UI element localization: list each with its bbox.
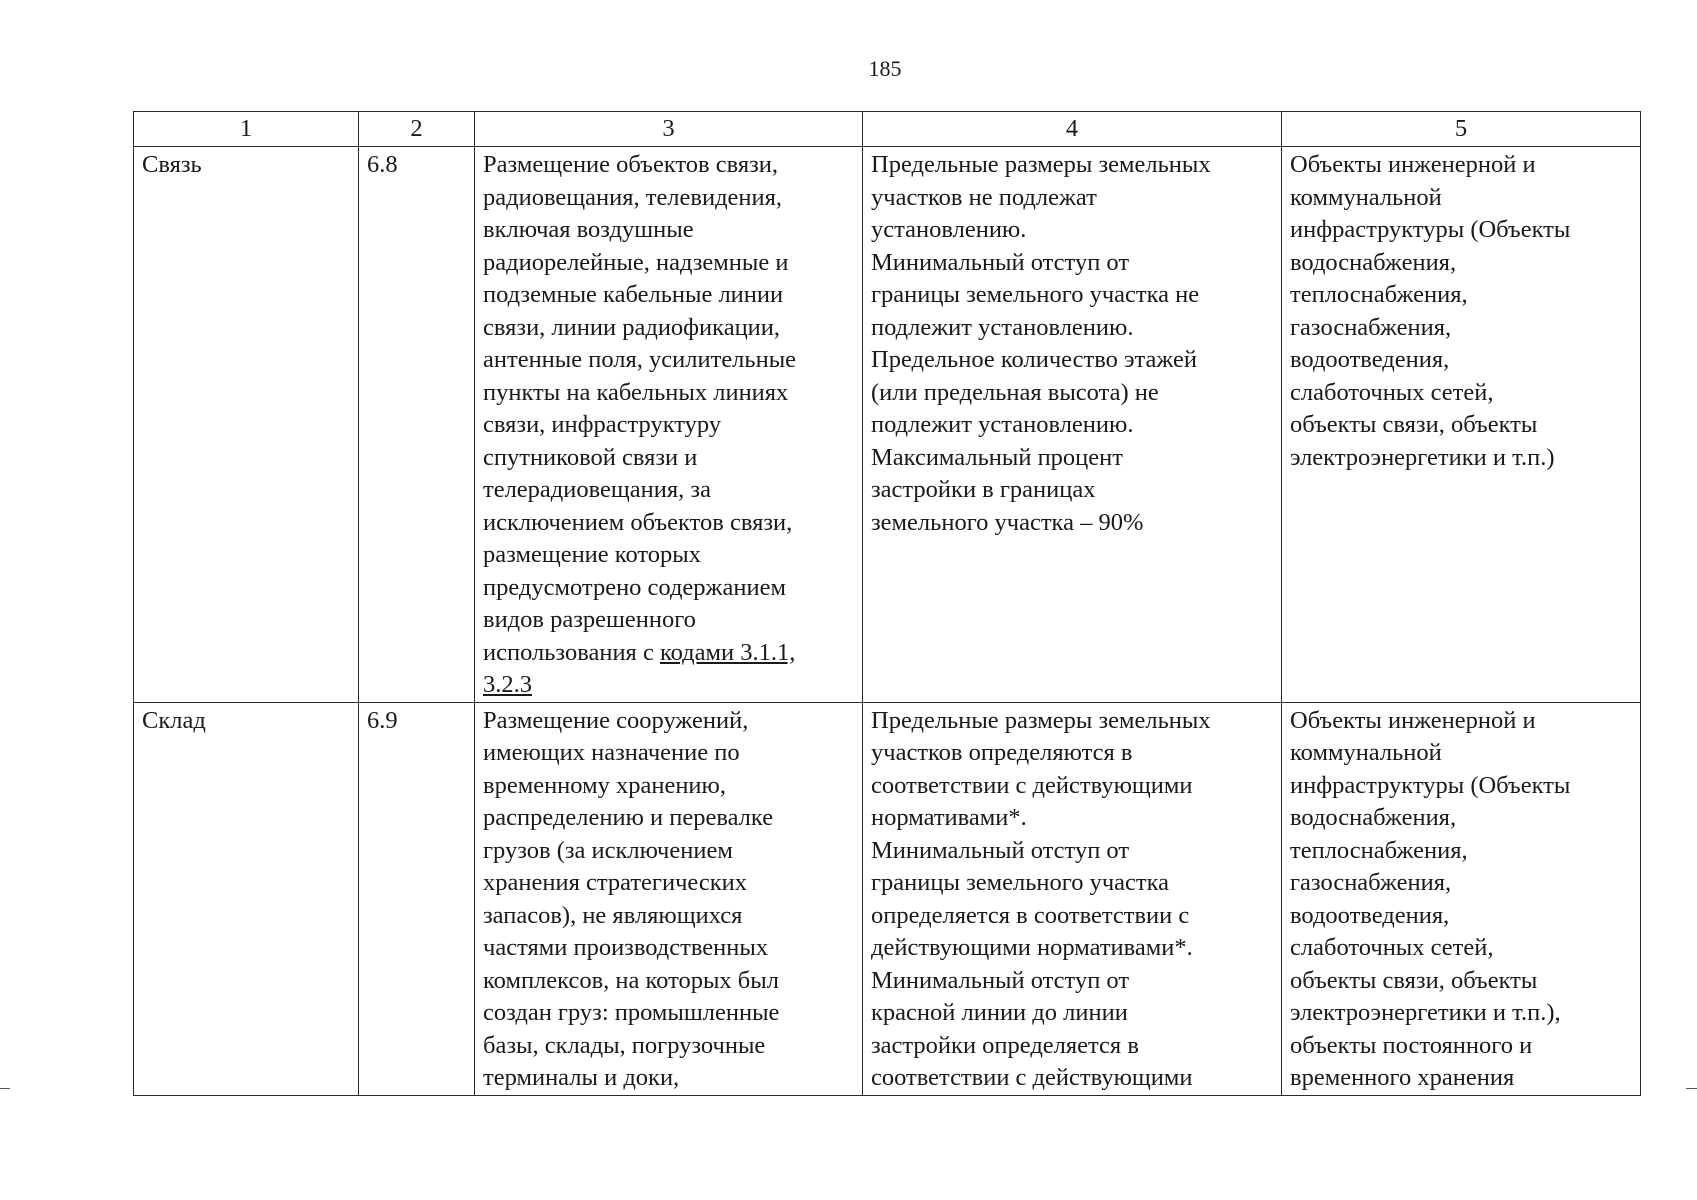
column-header-3: 3 <box>475 112 863 147</box>
use-type-code-text: 6.9 <box>367 706 398 734</box>
column-header-4: 4 <box>863 112 1282 147</box>
limit-parameters: Предельные размеры земельных участков не подлежат установлению. Минимальный отступ от границы земельного участка не подлежит установлению. Предельное количество этажей (или предельная высота) не подлежит установлению. Максимальный процент застройки в границах земельного участка – 90% <box>863 147 1282 703</box>
description-text: Размещение сооружений, имеющих назначение по временному хранению, распределению и перевалке грузов (за исключением хранения стратегических запасов), не являющихся частями производственных комплексов, на которых был создан груз: промышленные базы, склады, погрузочные терминалы и доки, <box>483 706 780 1091</box>
scan-edge-mark-left <box>0 1088 10 1089</box>
column-header-5: 5 <box>1282 112 1641 147</box>
code-reference-link[interactable]: кодами 3.1.1, 3.2.3 <box>483 638 796 698</box>
auxiliary-uses <box>1282 702 1641 1095</box>
table-row-communications <box>134 147 1641 703</box>
description-text: Размещение объектов связи, радиовещания, телевидения, включая воздушные радиорелейные, надземные и подземные кабельные линии связи, линии радиофикации, антенные поля, усилительные пункты на кабельных линиях связи, инфраструктуру спутниковой связи и телерадиовещания, за исключением объектов связи, размещение которых предусмотрено содержанием видов разрешенного использования с <box>483 151 797 666</box>
column-header-2: 2 <box>359 112 475 147</box>
use-type-name: Связь <box>134 147 359 703</box>
auxiliary-uses: Объекты инженерной и коммунальной инфраструктуры (Объекты водоснабжения, теплоснабжения, газоснабжения, водоотведения, слаботочных сетей, объекты связи, объекты электроэнергетики и т.п.) <box>1282 147 1641 703</box>
use-type-code: 6.8 <box>359 147 475 703</box>
land-use-table <box>133 111 1641 1096</box>
use-type-name-text: Склад <box>142 706 206 734</box>
use-type-description <box>475 702 863 1095</box>
auxiliary-text: Объекты инженерной и коммунальной инфраструктуры (Объекты водоснабжения, теплоснабжения, газоснабжения, водоотведения, слаботочных сетей, объекты связи, объекты электроэнергетики и т.п.), объекты постоянного и временного хранения <box>1290 706 1571 1091</box>
header-row <box>134 112 1641 147</box>
column-header-1: 1 <box>134 112 359 147</box>
parameters-text: Предельные размеры земельных участков определяются в соответствии с действующими нормативами*. Минимальный отступ от границы земельного участка определяется в соответствии с действующими нормативами*. Минимальный отступ от красной линии до линии застройки определяется в соответствии с действующими <box>871 706 1211 1091</box>
scan-edge-mark-right <box>1686 1088 1697 1089</box>
table-row-warehouse <box>134 702 1641 1095</box>
limit-parameters <box>863 702 1282 1095</box>
page-number: 185 <box>868 56 902 81</box>
use-type-description <box>475 147 863 703</box>
use-type-code <box>359 702 475 1095</box>
use-type-name <box>134 702 359 1095</box>
